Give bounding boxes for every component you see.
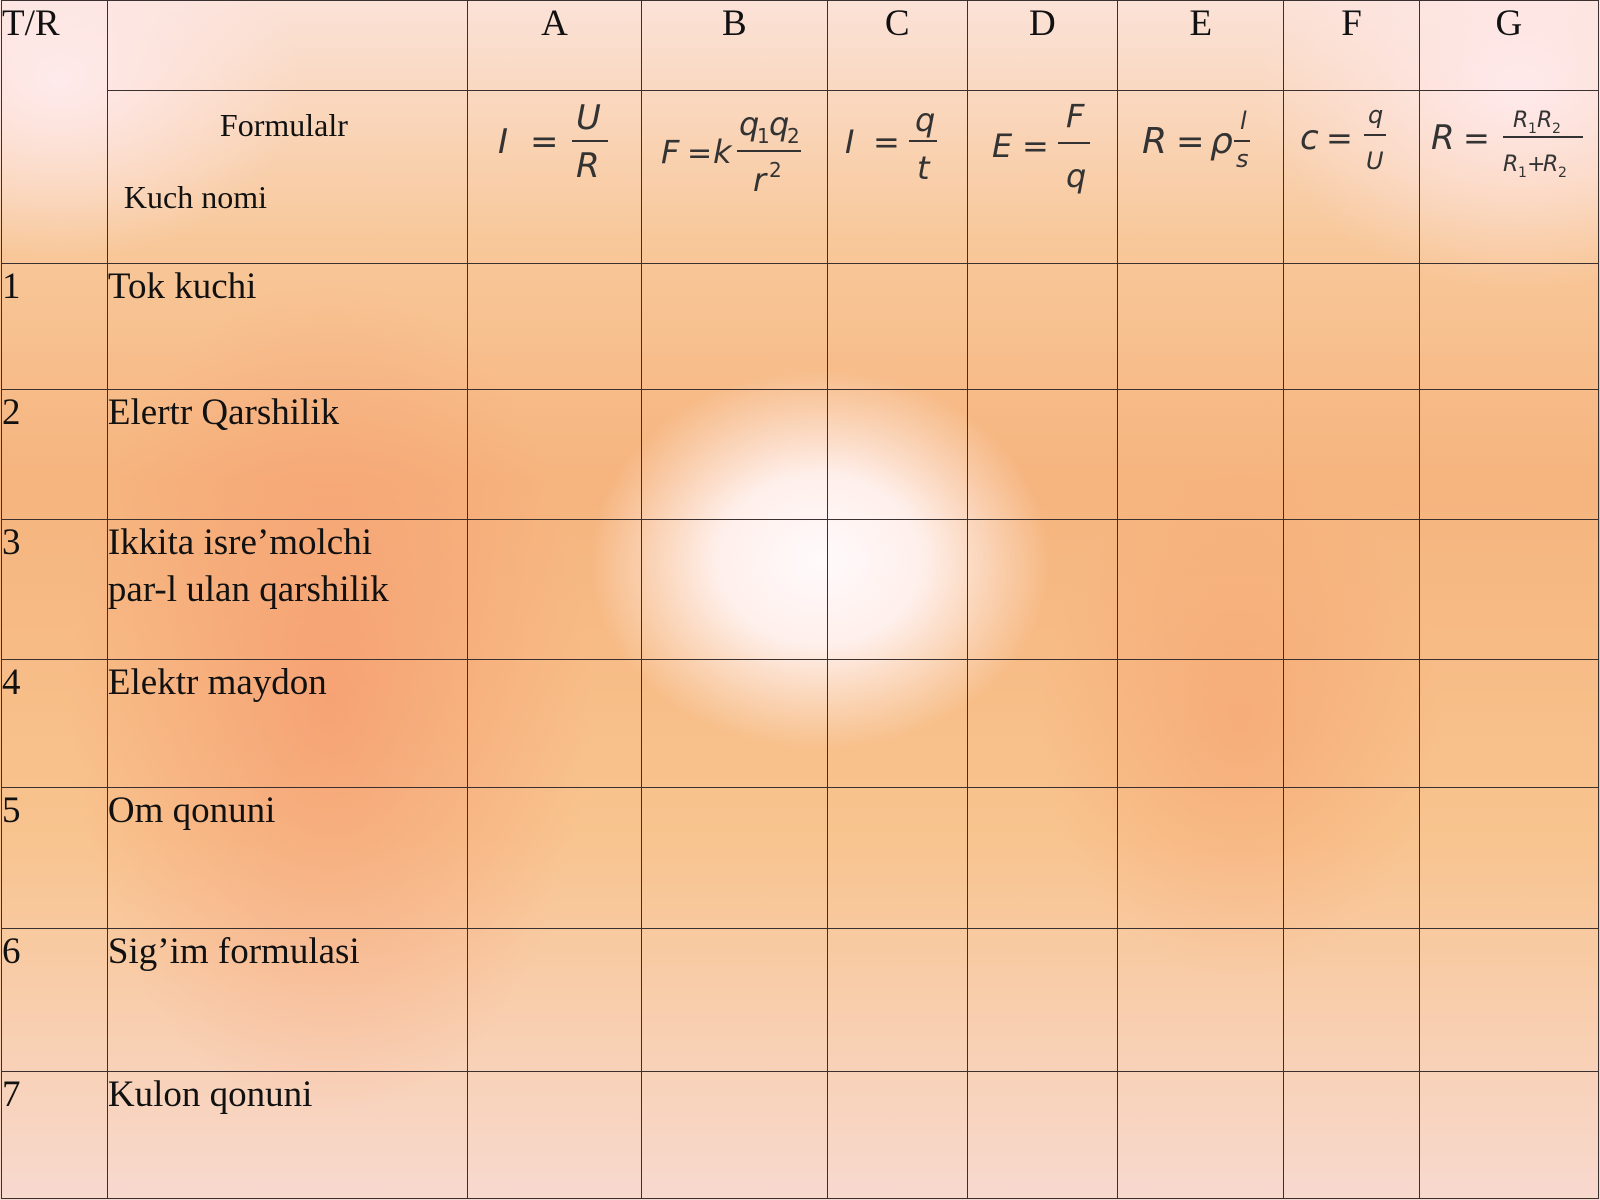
column-header-c: C: [827, 1, 967, 91]
answer-cell-6-f[interactable]: [1284, 929, 1419, 1072]
svg-text:R: R: [1430, 117, 1455, 158]
answer-cell-5-e[interactable]: [1118, 788, 1284, 929]
svg-text:=: =: [873, 122, 901, 161]
answer-cell-4-c[interactable]: [827, 660, 967, 788]
svg-text:=: =: [1462, 118, 1490, 157]
answer-cell-1-e[interactable]: [1118, 263, 1284, 389]
row-name: [107, 1072, 468, 1199]
column-header-g: G: [1419, 1, 1598, 91]
svg-text:2: 2: [1557, 164, 1567, 181]
answer-cell-5-a[interactable]: [468, 788, 641, 929]
answer-cell-3-g[interactable]: [1419, 520, 1598, 660]
row-name: [107, 520, 468, 660]
column-header-a: A: [468, 1, 641, 91]
svg-text:E: E: [992, 126, 1013, 165]
row-number: 2: [2, 389, 108, 520]
row-number: 7: [2, 1072, 108, 1199]
row-name-line: Elektr maydon: [107, 662, 327, 704]
row-name-line: par-l ulan qarshilik: [107, 568, 389, 610]
answer-cell-2-c[interactable]: [827, 389, 967, 520]
svg-text:R: R: [1141, 120, 1167, 162]
column-header-e: E: [1118, 1, 1284, 91]
answer-cell-6-e[interactable]: [1118, 929, 1284, 1072]
svg-text:k: k: [713, 132, 732, 171]
column-header-f: F: [1284, 1, 1419, 91]
row-number: 6: [2, 929, 108, 1072]
formula-d: [967, 90, 1118, 263]
svg-text:=: =: [529, 121, 559, 162]
answer-cell-1-c[interactable]: [827, 263, 967, 389]
svg-text:R: R: [1536, 107, 1553, 133]
svg-text:q: q: [1368, 100, 1384, 129]
svg-text:I: I: [497, 121, 508, 162]
svg-text:2: 2: [769, 157, 783, 182]
answer-cell-6-g[interactable]: [1419, 929, 1598, 1072]
svg-text:l: l: [1239, 106, 1247, 135]
answer-cell-2-b[interactable]: [641, 389, 827, 520]
formula-a-ohm-law: [490, 91, 620, 191]
svg-text:U: U: [1366, 146, 1385, 175]
answer-cell-7-a[interactable]: [468, 1072, 641, 1199]
row-name-line: Kulon qonuni: [107, 1074, 313, 1116]
svg-text:R: R: [575, 145, 600, 186]
answer-cell-2-d[interactable]: [967, 389, 1118, 520]
svg-text:1: 1: [1527, 120, 1537, 137]
answer-cell-5-c[interactable]: [827, 788, 967, 929]
answer-cell-7-c[interactable]: [827, 1072, 967, 1199]
svg-text:=: =: [1022, 126, 1050, 165]
row-name-line: Om qonuni: [107, 790, 276, 832]
svg-text:q: q: [769, 104, 790, 143]
answer-cell-5-g[interactable]: [1419, 788, 1598, 929]
row-number: 5: [2, 788, 108, 929]
answer-cell-3-b[interactable]: [641, 520, 827, 660]
row-name: [107, 929, 468, 1072]
answer-cell-4-g[interactable]: [1419, 660, 1598, 788]
svg-text:2: 2: [787, 123, 801, 148]
row-name-line: Tok kuchi: [107, 265, 257, 307]
formula-b-coulomb-law: [649, 91, 819, 201]
svg-text:2: 2: [1551, 120, 1561, 137]
tr-header: T/R: [2, 1, 108, 264]
svg-text:q: q: [1066, 156, 1087, 195]
formula-e: [1118, 90, 1284, 263]
corner-cell: [107, 1, 468, 91]
answer-cell-5-d[interactable]: [967, 788, 1118, 929]
row-number: 3: [2, 520, 108, 660]
answer-cell-1-g[interactable]: [1419, 263, 1598, 389]
answer-cell-7-e[interactable]: [1118, 1072, 1284, 1199]
answer-cell-4-a[interactable]: [468, 660, 641, 788]
kuch-nomi-label: Kuch nomi: [123, 178, 268, 215]
answer-cell-3-e[interactable]: [1118, 520, 1284, 660]
answer-cell-7-f[interactable]: [1284, 1072, 1419, 1199]
row-name-line: Ikkita isre’molchi: [107, 522, 372, 564]
svg-text:+: +: [1526, 151, 1546, 177]
svg-text:q: q: [915, 100, 936, 139]
svg-text:=: =: [687, 135, 713, 171]
answer-cell-5-b[interactable]: [641, 788, 827, 929]
column-header-d: D: [967, 1, 1118, 91]
answer-cell-1-b[interactable]: [641, 263, 827, 389]
svg-text:=: =: [1326, 118, 1354, 157]
svg-text:c: c: [1300, 117, 1320, 158]
answer-cell-1-a[interactable]: [468, 263, 641, 389]
formula-g-parallel: [1429, 91, 1589, 191]
row-number: 4: [2, 660, 108, 788]
svg-text:1: 1: [1517, 164, 1527, 181]
row-name: [107, 263, 468, 389]
answer-cell-4-f[interactable]: [1284, 660, 1419, 788]
answer-cell-6-c[interactable]: [827, 929, 967, 1072]
formula-c-current: [837, 91, 957, 191]
svg-text:t: t: [917, 148, 930, 187]
answer-cell-2-a[interactable]: [468, 389, 641, 520]
svg-text:R: R: [1542, 151, 1559, 177]
svg-text:ρ: ρ: [1209, 120, 1233, 162]
answer-cell-3-f[interactable]: [1284, 520, 1419, 660]
svg-text:R: R: [1512, 107, 1529, 133]
matching-table: [1, 0, 1599, 1199]
formulalr-label: Formulalr: [219, 106, 348, 143]
svg-text:q: q: [739, 104, 760, 143]
svg-text:F: F: [1066, 96, 1085, 135]
svg-text:s: s: [1235, 144, 1249, 173]
formula-e-resistivity: [1136, 91, 1266, 191]
formula-d-field: [982, 91, 1102, 201]
answer-cell-6-b[interactable]: [641, 929, 827, 1072]
row-number: 1: [2, 263, 108, 389]
answer-cell-1-f[interactable]: [1284, 263, 1419, 389]
svg-text:U: U: [575, 97, 601, 138]
answer-cell-2-f[interactable]: [1284, 389, 1419, 520]
formula-a: [468, 90, 641, 263]
formula-f: [1284, 90, 1419, 263]
answer-cell-2-e[interactable]: [1118, 389, 1284, 520]
svg-text:r: r: [753, 160, 767, 199]
svg-text:=: =: [1175, 121, 1205, 162]
answer-cell-1-d[interactable]: [967, 263, 1118, 389]
row-name: [107, 389, 468, 520]
answer-cell-4-d[interactable]: [967, 660, 1118, 788]
row-name: [107, 660, 468, 788]
answer-cell-5-f[interactable]: [1284, 788, 1419, 929]
answer-cell-2-g[interactable]: [1419, 389, 1598, 520]
answer-cell-6-d[interactable]: [967, 929, 1118, 1072]
formula-g: [1419, 90, 1598, 263]
formula-f-capacitance: [1296, 91, 1406, 191]
answer-cell-4-b[interactable]: [641, 660, 827, 788]
answer-cell-3-c[interactable]: [827, 520, 967, 660]
name-header-cell: [107, 90, 468, 263]
answer-cell-3-a[interactable]: [468, 520, 641, 660]
svg-text:F: F: [661, 132, 680, 171]
formula-b: [641, 90, 827, 263]
svg-text:R: R: [1502, 151, 1519, 177]
svg-text:1: 1: [757, 123, 771, 148]
svg-text:I: I: [845, 122, 855, 161]
answer-cell-6-a[interactable]: [468, 929, 641, 1072]
column-header-b: B: [641, 1, 827, 91]
answer-cell-7-b[interactable]: [641, 1072, 827, 1199]
answer-cell-4-e[interactable]: [1118, 660, 1284, 788]
row-name-line: Sig’im formulasi: [107, 931, 360, 973]
answer-cell-3-d[interactable]: [967, 520, 1118, 660]
row-name: [107, 788, 468, 929]
answer-cell-7-d[interactable]: [967, 1072, 1118, 1199]
row-name-line: Elertr Qarshilik: [107, 391, 340, 433]
formula-c: [827, 90, 967, 263]
answer-cell-7-g[interactable]: [1419, 1072, 1598, 1199]
